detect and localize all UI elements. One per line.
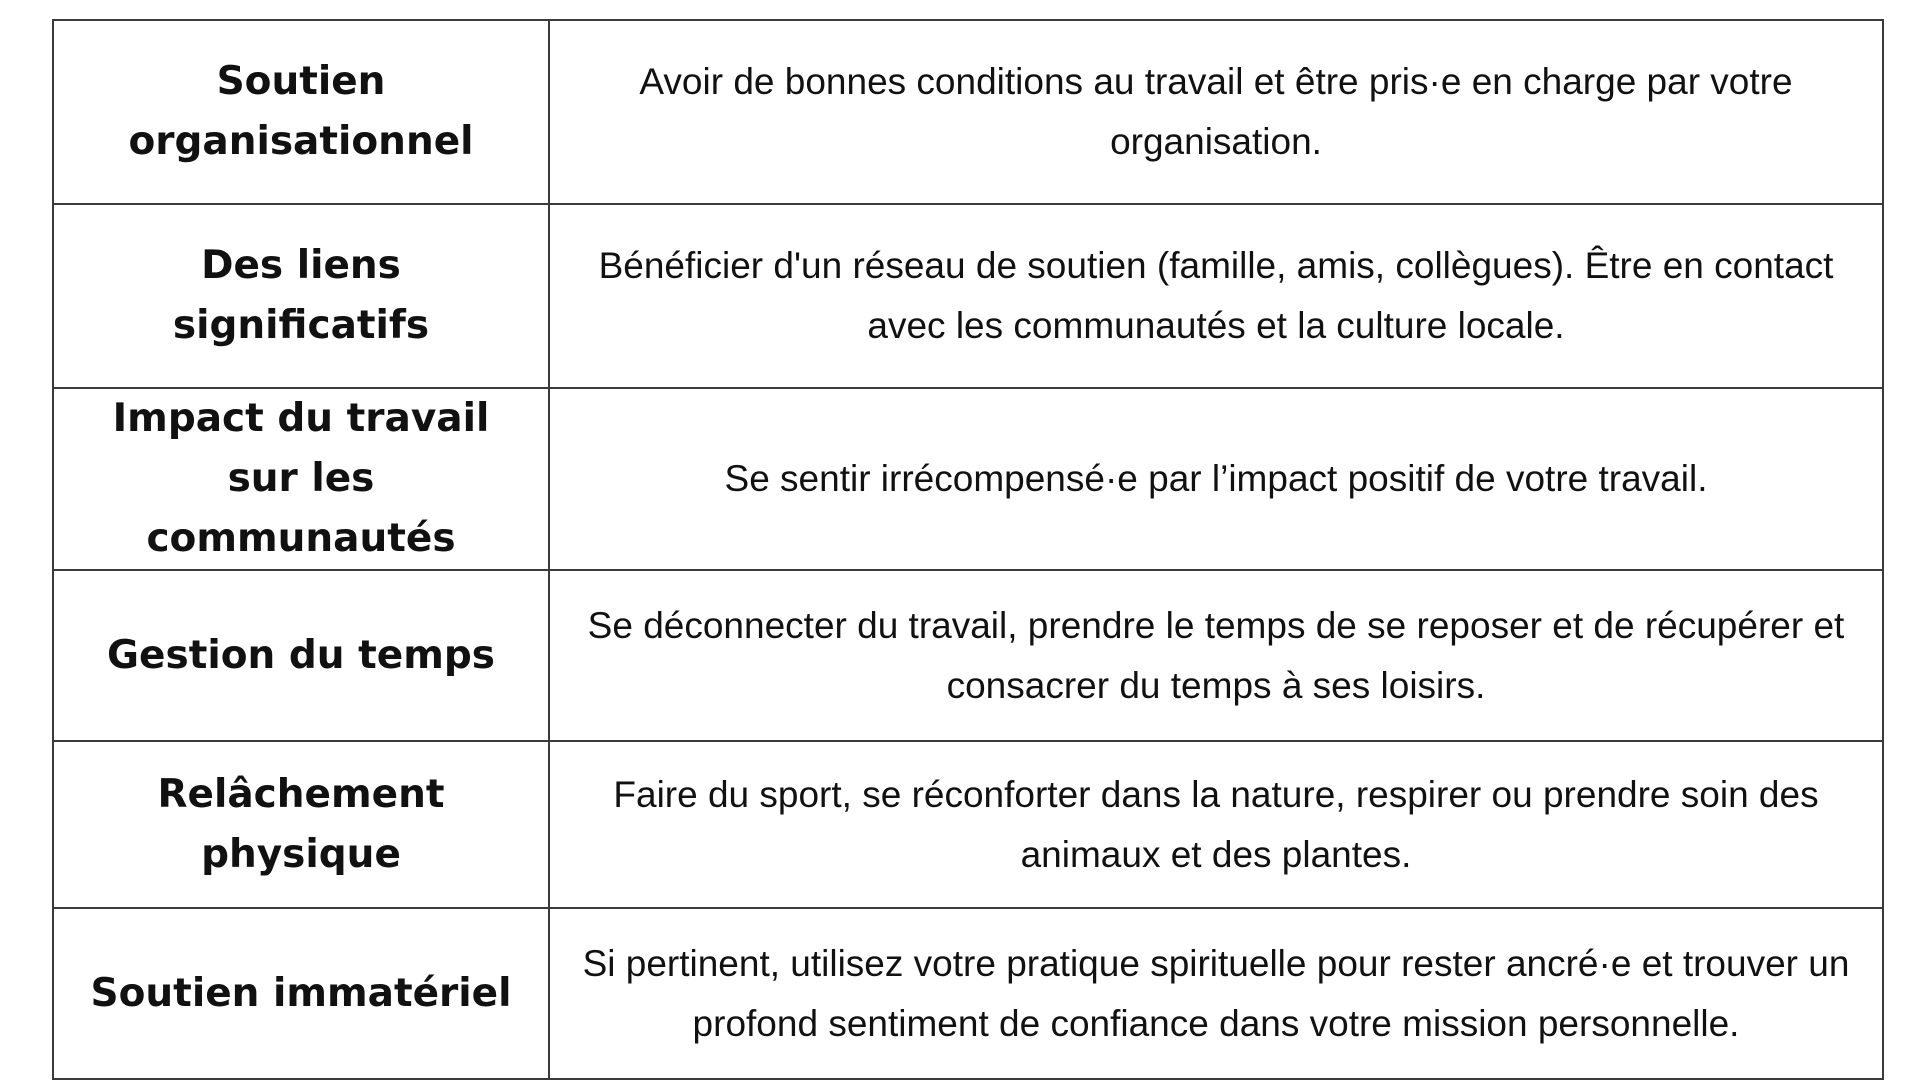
table-row	[53, 20, 1883, 204]
row-term: Soutien organisationnel	[53, 20, 549, 204]
table-row	[53, 204, 1883, 388]
row-description: Faire du sport, se réconforter dans la nature, respirer ou prendre soin des animaux et des plantes.	[549, 741, 1883, 908]
row-term: Soutien immatériel	[53, 908, 549, 1079]
row-term: Gestion du temps	[53, 570, 549, 741]
table-row	[53, 741, 1883, 908]
table-row	[53, 908, 1883, 1079]
wellbeing-table	[52, 19, 1884, 1080]
row-description: Se sentir irrécompensé·e par l’impact positif de votre travail.	[549, 388, 1883, 570]
row-description: Se déconnecter du travail, prendre le temps de se reposer et de récupérer et consacrer du temps à ses loisirs.	[549, 570, 1883, 741]
row-description: Si pertinent, utilisez votre pratique spirituelle pour rester ancré·e et trouver un profond sentiment de confiance dans votre mission personnelle.	[549, 908, 1883, 1079]
row-term: Relâchement physique	[53, 741, 549, 908]
table-row	[53, 388, 1883, 570]
row-term: Des liens significatifs	[53, 204, 549, 388]
table-row	[53, 570, 1883, 741]
row-description: Avoir de bonnes conditions au travail et être pris·e en charge par votre organisation.	[549, 20, 1883, 204]
row-description: Bénéficier d'un réseau de soutien (famille, amis, collègues). Être en contact avec les communautés et la culture locale.	[549, 204, 1883, 388]
row-term: Impact du travail sur les communautés	[53, 388, 549, 570]
